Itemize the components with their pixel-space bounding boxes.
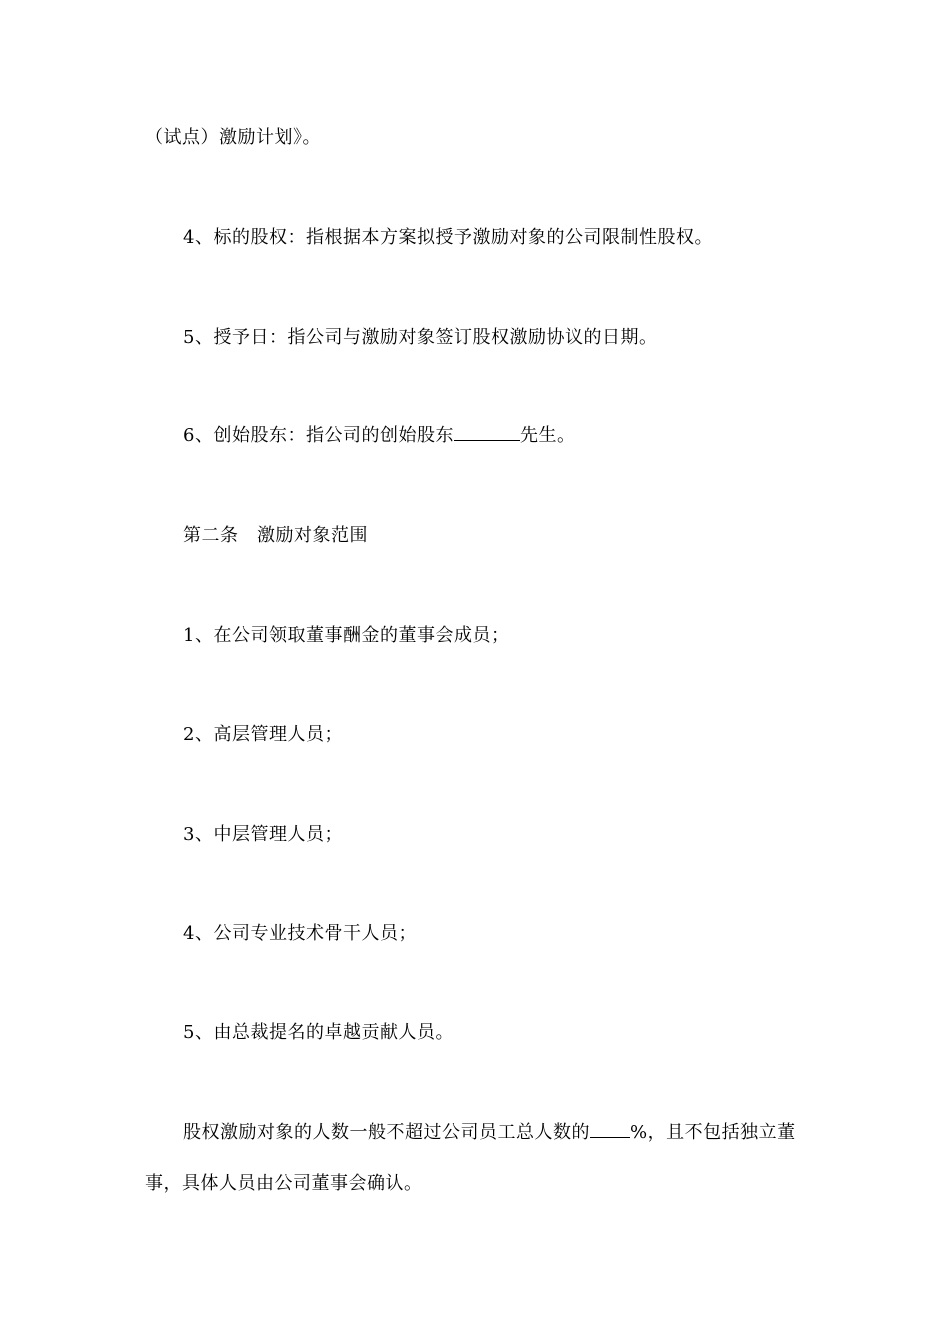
clause-target-equity: 4、标的股权：指根据本方案拟授予激励对象的公司限制性股权。 [183, 227, 713, 248]
clause-founding-shareholder-suffix: 先生。 [519, 425, 576, 446]
paragraph-text: 股权激励对象的人数一般不超过公司员工总人数的 [183, 1122, 590, 1143]
section-heading: 第二条 激励对象范围 [183, 525, 368, 546]
list-item: 3、中层管理人员； [183, 824, 343, 845]
list-item: 2、高层管理人员； [183, 724, 343, 745]
paragraph-line [183, 1121, 796, 1145]
text-line: （试点）激励计划》。 [145, 127, 321, 148]
clause-grant-date: 5、授予日：指公司与激励对象签订股权激励协议的日期。 [183, 327, 658, 348]
list-item: 5、由总裁提名的卓越贡献人员。 [183, 1022, 454, 1043]
paragraph-text-suffix: %，且不包括独立董 [630, 1122, 796, 1143]
name-blank [454, 424, 520, 441]
clause-founding-shareholder-text: 6、创始股东：指公司的创始股东 [183, 425, 454, 446]
list-item: 4、公司专业技术骨干人员； [183, 923, 417, 944]
paragraph-line: 事，具体人员由公司董事会确认。 [145, 1173, 423, 1194]
clause-founding-shareholder [183, 424, 575, 448]
list-item: 1、在公司领取董事酬金的董事会成员； [183, 625, 510, 646]
percent-blank [590, 1121, 630, 1138]
